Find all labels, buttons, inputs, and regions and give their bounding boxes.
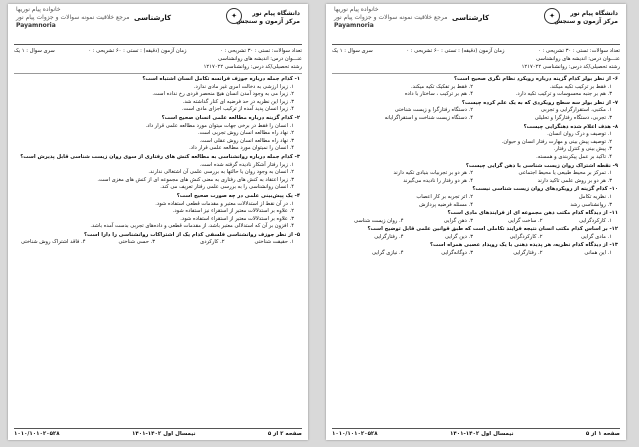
answer-option: ۳. پیش بینی و کنترل رفتار. — [553, 146, 612, 153]
question-text: ۳- کدام جمله درباره روانشناسی به مطالعه کنش های رفتاری از سوی روان زیست شناسی قابل پذیرش است؟ — [20, 153, 300, 160]
answer-options-row — [334, 250, 618, 258]
answer-option: ۲. کارکردی — [200, 239, 225, 246]
answer-option: ۳. روانشناسی رشد — [570, 201, 612, 208]
watermark-line-2: مرجع خلاقیت نمونه سوالات و جزوات پیام نور — [16, 14, 130, 21]
answer-options-row — [16, 239, 300, 247]
answer-option: ۲. ساخت گرایی — [507, 217, 543, 224]
answer-option: ۳. دین گرایی — [445, 233, 473, 240]
question-item — [334, 100, 618, 123]
answer-option: ۴. رفتارگرایی — [374, 233, 404, 240]
answer-option: ۴. انسان را نمیتوان مورد مطالعه علمی قرار داد. — [189, 145, 294, 152]
question-item — [16, 232, 300, 247]
watermark-line-1: خانواده پیام نوریها — [334, 6, 379, 13]
question-list — [334, 76, 618, 258]
answer-options-row — [334, 234, 618, 242]
question-text: ۷- از نظر بولر سه سطح رویکردی که به یک علم کرده چیست؟ — [461, 99, 618, 106]
question-text: ۱۲- بر اساس کدام مکتب انسان نتیجه فرایند تکاملی است که طبق قوانین علمی قابل توضیح است؟ — [367, 226, 618, 233]
answer-option: ۴. روان زیست شناسی — [354, 217, 404, 224]
answer-option: ۲. فقط بر تفکیک تکیه میکند. — [411, 83, 473, 90]
answer-option: ۱. نظریه تکامل — [578, 193, 612, 200]
question-item — [334, 163, 618, 186]
answer-option: ۴. افزون بر آن که استدلالی معتبر باشد، از مقدمات قطعی و داده‌های تجربی بدست آمده باشد. — [90, 223, 294, 230]
course-title: کارشناسی — [452, 14, 490, 22]
university-logo-icon: ✦ — [544, 8, 560, 24]
answer-option: ۲. توصیف پیش بینی و مهارت رفتار انسان و حیوان. — [501, 138, 612, 145]
answer-option: ۳. علاوه بر استدلالات معتبر از استقراء استفاده شود. — [180, 215, 294, 222]
answer-option: ۴. دستگاه زیست شناخت و استقراگرایانه — [384, 114, 473, 121]
question-item — [16, 76, 300, 114]
question-item — [334, 242, 618, 257]
answer-option: ۱. زیرا ارزشی به دخالت امری غیر مادی ندارد. — [193, 83, 294, 90]
watermark — [16, 6, 129, 30]
university-name: دانشگاه پیام نور — [252, 10, 300, 17]
answer-option: ۴. تاکید بر عمل پیکربندی و همسته. — [536, 153, 612, 160]
question-text: ۹- نقطه اشتراک روان زیست شناسی با ذهن گرایی چیست؟ — [465, 162, 618, 169]
field-code: رشته تحصیلی/کد درس: روانشناسی ۱۲۱۷۰۲۲ — [521, 64, 620, 70]
answer-options-row — [334, 170, 618, 185]
exam-page-1 — [326, 4, 626, 440]
question-text: ۱۱- از دیدگاه کدام مکتب ذهن مجموعه ای از فرایندهای مادی است؟ — [447, 210, 618, 217]
answer-option: ۲. زیرا می به وجود آمدن انسان هیچ منحصر فردی رخ نداده است. — [152, 91, 294, 98]
answer-option: ۱. توصیف و درک روان انسان. — [547, 131, 612, 138]
answer-option: ۳. ذهن گرایی — [443, 217, 473, 224]
answer-option: ۱. تمرکز بر محیط طبیعی یا محیط اجتماعی — [518, 170, 612, 177]
answer-option: ۱. در آن نقط از استدلالات معتبر و مقدمات قطعی استفاده شود. — [155, 200, 294, 207]
question-text: ۵- از نظر جوزف روانشناسی فلسفی کدام یک از اشتراکات روانشناسی را دارا است؟ — [84, 231, 300, 238]
answer-option: ۲. علاوه بر استدلالات معتبر از استقراء نیز استفاده شود. — [172, 208, 294, 215]
term-label: نیمسال اول ۱۴۰۲-۱۴۰۱ — [450, 431, 514, 437]
exam-info — [14, 47, 302, 74]
answer-option: ۴. مسئله فرضیه پردازش — [419, 201, 473, 208]
answer-option: ۱. فقط بر ترکیب تکیه میکند. — [549, 83, 612, 90]
question-item — [16, 154, 300, 192]
series-label: سری سوال : ۱ یک — [14, 48, 55, 54]
answer-option: ۲. رفتارگرایی — [513, 250, 543, 257]
watermark — [334, 6, 447, 30]
answer-option: ۳. هم بر جنبه محسوسات و ترکیب تکیه دارد. — [515, 91, 612, 98]
answer-option: ۲. اثر تجربه بر کار اعصاب — [416, 193, 473, 200]
exam-code: ۱۰۱۰/۱۰۱۰۲۰۵۲۸ — [14, 431, 60, 437]
question-text: ۱- کدام جمله درباره جوزف فرانسه تکامل انسان اشتباه است؟ — [142, 76, 300, 82]
answer-option: ۳. دوگانه‌گرایی — [441, 250, 473, 257]
answer-option: ۱. حقیقت شناختی — [254, 239, 294, 246]
field-code: رشته تحصیلی/کد درس: روانشناسی ۱۲۱۷۰۲۲ — [203, 64, 302, 70]
question-text: ۱۰- کدام گزینه از رویکردهای روان زیست شناسی نیست؟ — [472, 186, 618, 193]
center-name: مرکز آزمون و سنجش — [554, 18, 618, 25]
answer-option: ۲. نهاد راه مطالعه انسان روش تجربی است. — [197, 130, 294, 137]
exam-code: ۱۰۱۰/۱۰۱۰۲۰۵۲۸ — [332, 431, 378, 437]
exam-time: زمان آزمون (دقیقه) : تستی : ۶۰ تشریحی : ۰ — [406, 48, 505, 54]
series-label: سری سوال : ۱ یک — [332, 48, 373, 54]
answer-option: ۱. مادی گرایی — [580, 233, 612, 240]
term-label: نیمسال اول ۱۴۰۲-۱۴۰۱ — [132, 431, 196, 437]
answer-option: ۱. زیرا رفتار آشکار نادیده گرفته شده است. — [199, 161, 294, 168]
answer-option: ۳. زیرا اعتقاد به کنش های رفتاری به معنی کنش های مجموعه ای از کنش های مغزی است. — [97, 176, 294, 183]
questions-count: تعداد سوالات: تستی : ۳۰ تشریحی : ۰ — [220, 48, 302, 54]
answer-option: ۲. کارکردگرایی — [509, 233, 543, 240]
answer-option: ۱. مکتبی، استقرارگرایی و تجربی — [540, 107, 612, 114]
center-name: مرکز آزمون و سنجش — [236, 18, 300, 25]
question-text: ۱۳- از دیدگاه کدام نظریه، هر پدیده ذهنی با یک رویداد عصبی همراه است؟ — [430, 242, 618, 249]
question-item — [334, 76, 618, 99]
answer-option: ۳. نهاد راه مطالعه انسان روش عقلی است. — [199, 137, 294, 144]
course-title: کارشناسی — [134, 14, 172, 22]
page-footer — [332, 428, 620, 437]
question-item — [16, 115, 300, 153]
exam-time: زمان آزمون (دقیقه) : تستی : ۶۰ تشریحی : ۰ — [88, 48, 187, 54]
answer-option: ۴. نیازی گرایی — [372, 250, 404, 257]
answer-option: ۲. هر دو بر تجربیات بنیادی تکیه دارند — [393, 170, 473, 177]
answer-option: ۳. زیرا این نظریه در حد فرضیه ای کنار گذاشته شد. — [182, 98, 294, 105]
answer-options-row — [334, 84, 618, 99]
question-text: ۴- یک پیش‌بینی علمی در چه صورت صحیح است؟ — [176, 192, 300, 199]
watermark-brand: Payamnoria — [16, 22, 56, 29]
question-text: ۲- کدام گزینه درباره مطالعه علمی انسان صحیح است؟ — [161, 114, 300, 121]
questions-count: تعداد سوالات: تستی : ۳۰ تشریحی : ۰ — [538, 48, 620, 54]
question-item — [334, 124, 618, 162]
page-number: صفحه ۲ از ۵ — [267, 431, 302, 437]
page-header — [14, 4, 302, 45]
page-header — [332, 4, 620, 45]
answer-options-row — [334, 194, 618, 209]
answer-option: ۴. فاقد اشتراک روش شناختی — [20, 239, 86, 246]
question-item — [334, 210, 618, 225]
answer-options-row — [334, 107, 618, 122]
university-block — [236, 10, 300, 26]
question-item — [334, 186, 618, 209]
exam-page-2 — [8, 4, 308, 440]
university-name: دانشگاه پیام نور — [570, 10, 618, 17]
watermark-line-2: مرجع خلاقیت نمونه سوالات و جزوات پیام نور — [334, 14, 448, 21]
answer-option: ۱. انسان را فقط در برخی جهات میتوان مورد مطالعه علمی قرار داد. — [145, 122, 294, 129]
watermark-brand: Payamnoria — [334, 22, 374, 29]
answer-option: ۳. تجربی، دستگاه رفتارگرا و تحلیلی — [534, 114, 612, 121]
question-item — [16, 193, 300, 231]
answer-option: ۲. انسان به وجود روان یا حالتها به بررسی علمی آن اشتغالی ندارند. — [148, 169, 294, 176]
course-name: عنـــوان درس: اندیشه های روانشناسی — [218, 56, 302, 62]
course-name: عنـــوان درس: اندیشه های روانشناسی — [536, 56, 620, 62]
answer-option: ۴. انسان روانشناسی را به بررسی علمی رفتار تعریف می کند. — [160, 184, 294, 191]
university-logo-icon: ✦ — [226, 8, 242, 24]
answer-option: ۴. هر دو رفتار را نادیده می‌گیرند — [403, 177, 473, 184]
university-block — [554, 10, 618, 26]
answer-options-row — [334, 218, 618, 226]
watermark-line-1: خانواده پیام نوریها — [16, 6, 61, 13]
page-number: صفحه ۱ از ۵ — [585, 431, 620, 437]
question-text: ۸- هدف اعلام شده ذهنگرایی چیست؟ — [523, 123, 618, 130]
answer-option: ۲. دستگاه رفتارگرا و زیست شناختی — [394, 107, 473, 114]
question-text: ۶- از نظر بولر کدام گزینه درباره رویکرد نظام نگری صحیح است؟ — [454, 76, 618, 82]
answer-option: ۳. حسی شناختی — [118, 239, 155, 246]
answer-option: ۱. این همانی — [584, 250, 612, 257]
question-item — [334, 226, 618, 241]
answer-option: ۴. هم بر ترکیب ، ساختار با داده — [404, 91, 473, 98]
answer-option: ۴. زیرا انسان پدید آمده از ترکیب اجزای مادی است. — [181, 106, 294, 113]
answer-option: ۱. کارکردگرایی — [579, 217, 612, 224]
question-list — [16, 76, 300, 247]
exam-info — [332, 47, 620, 74]
answer-option: ۳. هر دو بر روش علمی تاکید دارند — [537, 177, 612, 184]
page-footer — [14, 428, 302, 437]
